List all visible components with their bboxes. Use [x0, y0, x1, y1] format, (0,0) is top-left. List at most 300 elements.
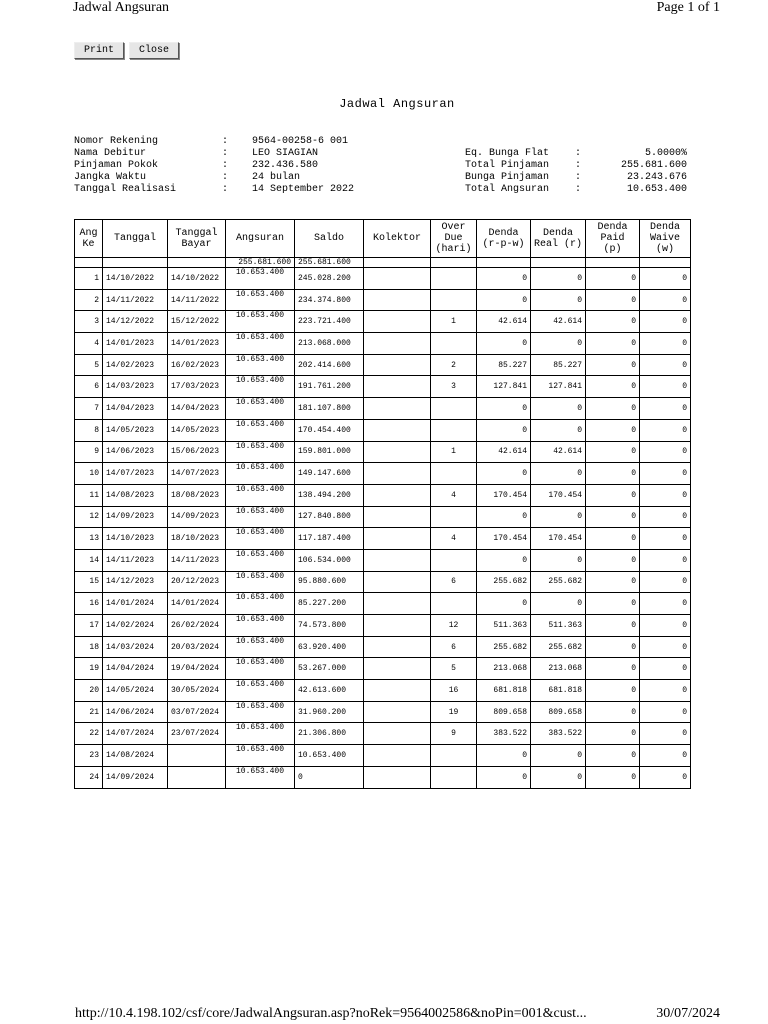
cell-denda-paid: 0 — [586, 766, 640, 788]
cell-tanggal-bayar: 19/04/2024 — [168, 658, 226, 680]
col-header-tanggal-bayar: Tanggal Bayar — [168, 220, 226, 258]
cell-denda-waive: 0 — [640, 528, 691, 550]
info-value: 24 bulan — [252, 172, 301, 183]
info-value: 255.681.600 — [620, 160, 687, 171]
cell-kolektor — [364, 549, 431, 571]
cell-over-due: 6 — [431, 636, 477, 658]
table-row — [75, 398, 691, 420]
cell-denda-paid: 0 — [586, 593, 640, 615]
cell-tanggal: 14/12/2023 — [103, 571, 168, 593]
info-row-bunga-pinjaman — [465, 172, 687, 184]
cell-over-due: 9 — [431, 723, 477, 745]
cell-denda-waive: 0 — [640, 311, 691, 333]
cell-tanggal-bayar: 15/06/2023 — [168, 441, 226, 463]
loan-info-left — [74, 136, 354, 196]
cell-denda-rpw: 383.522 — [477, 723, 531, 745]
cell-denda-rpw: 255.682 — [477, 636, 531, 658]
cell-tanggal-bayar: 20/03/2024 — [168, 636, 226, 658]
cell-denda-real: 170.454 — [531, 528, 586, 550]
cell-denda-paid: 0 — [586, 636, 640, 658]
table-row — [75, 311, 691, 333]
cell-denda-rpw: 170.454 — [477, 484, 531, 506]
cell-ang-ke: 15 — [75, 571, 103, 593]
cell-denda-rpw: 0 — [477, 398, 531, 420]
cell-saldo: 31.960.200 — [295, 701, 364, 723]
cell-denda-rpw: 85.227 — [477, 354, 531, 376]
cell-denda-real: 809.658 — [531, 701, 586, 723]
cell-denda-rpw: 809.658 — [477, 701, 531, 723]
cell-tanggal: 14/05/2023 — [103, 419, 168, 441]
cell-denda-paid: 0 — [586, 506, 640, 528]
print-header-title: Jadwal Angsuran — [73, 0, 170, 15]
col-header-denda-waive: Denda Waive (w) — [640, 220, 691, 258]
table-row — [75, 528, 691, 550]
cell-tanggal-bayar: 30/05/2024 — [168, 680, 226, 702]
cell-kolektor — [364, 766, 431, 788]
info-label: Tanggal Realisasi — [74, 184, 177, 195]
cell-denda-paid: 0 — [586, 484, 640, 506]
cell-tanggal-bayar: 26/02/2024 — [168, 615, 226, 637]
cell-denda-waive: 0 — [640, 615, 691, 637]
table-row — [75, 333, 691, 355]
table-row — [75, 268, 691, 290]
cell-tanggal-bayar: 14/11/2023 — [168, 549, 226, 571]
cell-tanggal-bayar: 14/09/2023 — [168, 506, 226, 528]
cell-kolektor — [364, 745, 431, 767]
info-label: Total Pinjaman — [465, 160, 550, 171]
cell-denda-real: 0 — [531, 463, 586, 485]
cell-denda-rpw: 0 — [477, 549, 531, 571]
cell-ang-ke: 18 — [75, 636, 103, 658]
cell-tanggal-bayar: 14/01/2024 — [168, 593, 226, 615]
cell-angsuran: 10.653.400 — [226, 311, 295, 333]
cell-ang-ke: 3 — [75, 311, 103, 333]
cell-kolektor — [364, 680, 431, 702]
cell-denda-paid: 0 — [586, 723, 640, 745]
cell-denda-paid: 0 — [586, 549, 640, 571]
col-header-denda-rpw: Denda (r-p-w) — [477, 220, 531, 258]
info-label: Jangka Waktu — [74, 172, 147, 183]
cell-denda-real: 42.614 — [531, 311, 586, 333]
cell-over-due — [431, 549, 477, 571]
cell-tanggal: 14/01/2024 — [103, 593, 168, 615]
cell-denda-real: 85.227 — [531, 354, 586, 376]
cell-kolektor — [364, 528, 431, 550]
info-label: Pinjaman Pokok — [74, 160, 159, 171]
table-cell — [531, 258, 586, 268]
info-separator: : — [222, 136, 229, 147]
cell-denda-waive: 0 — [640, 268, 691, 290]
cell-denda-paid: 0 — [586, 311, 640, 333]
cell-denda-waive: 0 — [640, 419, 691, 441]
info-value: 23.243.676 — [626, 172, 687, 183]
cell-denda-rpw: 0 — [477, 289, 531, 311]
table-row — [75, 376, 691, 398]
col-header-denda-real: Denda Real (r) — [531, 220, 586, 258]
info-separator: : — [222, 160, 229, 171]
cell-tanggal: 14/07/2023 — [103, 463, 168, 485]
cell-tanggal: 14/11/2022 — [103, 289, 168, 311]
table-row — [75, 419, 691, 441]
info-label: Nomor Rekening — [74, 136, 159, 147]
cell-tanggal-bayar — [168, 766, 226, 788]
cell-denda-paid: 0 — [586, 398, 640, 420]
cell-denda-real: 170.454 — [531, 484, 586, 506]
cell-saldo: 181.107.800 — [295, 398, 364, 420]
cell-denda-waive: 0 — [640, 506, 691, 528]
cell-angsuran: 10.653.400 — [226, 463, 295, 485]
info-label: Nama Debitur — [74, 148, 147, 159]
table-cell — [586, 258, 640, 268]
cell-kolektor — [364, 658, 431, 680]
col-header-kolektor: Kolektor — [364, 220, 431, 258]
cell-tanggal: 14/11/2023 — [103, 549, 168, 571]
cell-denda-real: 0 — [531, 745, 586, 767]
cell-denda-rpw: 0 — [477, 333, 531, 355]
cell-over-due: 1 — [431, 311, 477, 333]
cell-denda-rpw: 0 — [477, 766, 531, 788]
cell-tanggal: 14/05/2024 — [103, 680, 168, 702]
info-value: 14 September 2022 — [252, 184, 355, 195]
table-row — [75, 571, 691, 593]
cell-kolektor — [364, 571, 431, 593]
cell-angsuran: 10.653.400 — [226, 766, 295, 788]
cell-tanggal-bayar: 14/04/2023 — [168, 398, 226, 420]
document-title: Jadwal Angsuran — [339, 97, 455, 111]
cell-denda-rpw: 127.841 — [477, 376, 531, 398]
cell-denda-real: 0 — [531, 549, 586, 571]
cell-saldo: 63.920.400 — [295, 636, 364, 658]
cell-denda-rpw: 0 — [477, 593, 531, 615]
table-cell — [103, 258, 168, 268]
table-row — [75, 723, 691, 745]
cell-saldo: 106.534.000 — [295, 549, 364, 571]
cell-angsuran: 10.653.400 — [226, 268, 295, 290]
info-separator: : — [222, 148, 229, 159]
cell-denda-rpw: 213.068 — [477, 658, 531, 680]
cell-denda-real: 511.363 — [531, 615, 586, 637]
cell-over-due — [431, 398, 477, 420]
cell-kolektor — [364, 506, 431, 528]
cell-kolektor — [364, 289, 431, 311]
cell-over-due — [431, 419, 477, 441]
cell-angsuran: 10.653.400 — [226, 745, 295, 767]
cell-saldo: 213.068.000 — [295, 333, 364, 355]
info-separator: : — [575, 160, 582, 171]
cell-over-due: 6 — [431, 571, 477, 593]
cell-denda-paid: 0 — [586, 680, 640, 702]
table-cell — [75, 258, 103, 268]
cell-denda-real: 0 — [531, 289, 586, 311]
cell-denda-waive: 0 — [640, 766, 691, 788]
cell-saldo: 53.267.000 — [295, 658, 364, 680]
cell-ang-ke: 1 — [75, 268, 103, 290]
cell-saldo: 74.573.800 — [295, 615, 364, 637]
col-header-over-due: Over Due (hari) — [431, 220, 477, 258]
cell-tanggal: 14/06/2023 — [103, 441, 168, 463]
cell-saldo: 10.653.400 — [295, 745, 364, 767]
cell-saldo: 234.374.800 — [295, 289, 364, 311]
table-row — [75, 593, 691, 615]
cell-denda-waive: 0 — [640, 333, 691, 355]
cell-angsuran: 10.653.400 — [226, 528, 295, 550]
cell-denda-real: 681.818 — [531, 680, 586, 702]
info-separator: : — [575, 172, 582, 183]
cell-saldo: 42.613.600 — [295, 680, 364, 702]
cell-over-due: 1 — [431, 441, 477, 463]
cell-ang-ke: 17 — [75, 615, 103, 637]
cell-saldo: 127.840.800 — [295, 506, 364, 528]
cell-denda-real: 255.682 — [531, 636, 586, 658]
cell-denda-real: 0 — [531, 398, 586, 420]
table-row — [75, 549, 691, 571]
cell-saldo: 170.454.400 — [295, 419, 364, 441]
info-label: Total Angsuran — [465, 184, 550, 195]
cell-tanggal: 14/09/2023 — [103, 506, 168, 528]
cell-angsuran: 10.653.400 — [226, 680, 295, 702]
cell-denda-rpw: 0 — [477, 506, 531, 528]
cell-denda-rpw: 0 — [477, 419, 531, 441]
cell-angsuran: 10.653.400 — [226, 723, 295, 745]
info-separator: : — [222, 184, 229, 195]
cell-angsuran: 10.653.400 — [226, 593, 295, 615]
cell-kolektor — [364, 333, 431, 355]
cell-tanggal: 14/08/2024 — [103, 745, 168, 767]
cell-denda-paid: 0 — [586, 615, 640, 637]
cell-ang-ke: 23 — [75, 745, 103, 767]
cell-angsuran: 10.653.400 — [226, 549, 295, 571]
table-cell — [477, 258, 531, 268]
cell-denda-rpw: 681.818 — [477, 680, 531, 702]
cell-over-due: 16 — [431, 680, 477, 702]
print-footer-date: 30/07/2024 — [656, 1006, 720, 1021]
info-row-nomor-rekening — [74, 136, 354, 148]
cell-saldo: 159.801.000 — [295, 441, 364, 463]
cell-angsuran: 10.653.400 — [226, 376, 295, 398]
info-separator: : — [222, 172, 229, 183]
cell-tanggal: 14/12/2022 — [103, 311, 168, 333]
info-row-total-pinjaman — [465, 160, 687, 172]
cell-denda-rpw: 42.614 — [477, 441, 531, 463]
cell-angsuran: 10.653.400 — [226, 289, 295, 311]
cell-ang-ke: 20 — [75, 680, 103, 702]
info-label: Eq. Bunga Flat — [465, 148, 550, 159]
cell-denda-paid: 0 — [586, 701, 640, 723]
cell-kolektor — [364, 419, 431, 441]
cell-saldo: 138.494.200 — [295, 484, 364, 506]
cell-angsuran: 10.653.400 — [226, 658, 295, 680]
cell-denda-real: 0 — [531, 593, 586, 615]
cell-denda-waive: 0 — [640, 354, 691, 376]
table-row — [75, 636, 691, 658]
cell-ang-ke: 24 — [75, 766, 103, 788]
cell-angsuran: 10.653.400 — [226, 636, 295, 658]
cell-denda-paid: 0 — [586, 745, 640, 767]
cell-denda-waive: 0 — [640, 484, 691, 506]
cell-saldo: 117.187.400 — [295, 528, 364, 550]
cell-over-due — [431, 333, 477, 355]
cell-denda-paid: 0 — [586, 571, 640, 593]
close-button[interactable]: Close — [129, 42, 179, 59]
col-header-saldo: Saldo — [295, 220, 364, 258]
info-value: 9564-00258-6 001 — [252, 136, 349, 147]
cell-denda-real: 213.068 — [531, 658, 586, 680]
cell-tanggal-bayar: 23/07/2024 — [168, 723, 226, 745]
cell-angsuran: 10.653.400 — [226, 441, 295, 463]
table-row — [75, 289, 691, 311]
cell-tanggal-bayar: 20/12/2023 — [168, 571, 226, 593]
cell-kolektor — [364, 311, 431, 333]
cell-ang-ke: 13 — [75, 528, 103, 550]
info-value: 232.436.580 — [252, 160, 319, 171]
cell-denda-waive: 0 — [640, 441, 691, 463]
cell-over-due — [431, 593, 477, 615]
cell-angsuran: 10.653.400 — [226, 398, 295, 420]
cell-over-due — [431, 745, 477, 767]
cell-denda-rpw: 255.682 — [477, 571, 531, 593]
cell-tanggal-bayar: 14/07/2023 — [168, 463, 226, 485]
cell-tanggal: 14/04/2024 — [103, 658, 168, 680]
cell-kolektor — [364, 484, 431, 506]
cell-denda-paid: 0 — [586, 419, 640, 441]
installment-schedule-table — [74, 219, 691, 789]
print-footer-url: http://10.4.198.102/csf/core/JadwalAngsuran.asp?noRek=9564002586&noPin=001&cust... — [75, 1006, 587, 1021]
cell-denda-paid: 0 — [586, 333, 640, 355]
col-header-denda-paid: Denda Paid (p) — [586, 220, 640, 258]
cell-denda-waive: 0 — [640, 289, 691, 311]
cell-ang-ke: 4 — [75, 333, 103, 355]
cell-denda-waive: 0 — [640, 680, 691, 702]
cell-tanggal-bayar: 15/12/2022 — [168, 311, 226, 333]
table-cell — [431, 258, 477, 268]
cell-ang-ke: 16 — [75, 593, 103, 615]
cell-angsuran: 10.653.400 — [226, 701, 295, 723]
info-row-pinjaman-pokok — [74, 160, 354, 172]
cell-denda-waive: 0 — [640, 723, 691, 745]
cell-over-due — [431, 268, 477, 290]
initial-angsuran: 255.681.600 — [226, 258, 295, 268]
cell-saldo: 85.227.200 — [295, 593, 364, 615]
cell-over-due: 3 — [431, 376, 477, 398]
cell-ang-ke: 12 — [75, 506, 103, 528]
cell-ang-ke: 7 — [75, 398, 103, 420]
cell-denda-paid: 0 — [586, 354, 640, 376]
cell-over-due: 4 — [431, 484, 477, 506]
cell-denda-real: 42.614 — [531, 441, 586, 463]
table-row — [75, 766, 691, 788]
cell-ang-ke: 9 — [75, 441, 103, 463]
cell-over-due — [431, 289, 477, 311]
cell-tanggal: 14/06/2024 — [103, 701, 168, 723]
cell-angsuran: 10.653.400 — [226, 506, 295, 528]
cell-tanggal-bayar: 18/10/2023 — [168, 528, 226, 550]
cell-denda-waive: 0 — [640, 463, 691, 485]
cell-tanggal: 14/04/2023 — [103, 398, 168, 420]
cell-angsuran: 10.653.400 — [226, 571, 295, 593]
cell-tanggal-bayar: 03/07/2024 — [168, 701, 226, 723]
table-row — [75, 680, 691, 702]
cell-denda-real: 383.522 — [531, 723, 586, 745]
cell-kolektor — [364, 376, 431, 398]
info-value: 10.653.400 — [626, 184, 687, 195]
cell-tanggal-bayar: 17/03/2023 — [168, 376, 226, 398]
cell-denda-real: 0 — [531, 268, 586, 290]
cell-kolektor — [364, 398, 431, 420]
cell-over-due — [431, 766, 477, 788]
cell-kolektor — [364, 463, 431, 485]
info-separator: : — [575, 184, 582, 195]
print-header-page-number: Page 1 of 1 — [656, 0, 720, 15]
cell-denda-real: 0 — [531, 333, 586, 355]
initial-balance-row — [75, 258, 691, 268]
cell-angsuran: 10.653.400 — [226, 615, 295, 637]
cell-over-due: 2 — [431, 354, 477, 376]
table-row — [75, 615, 691, 637]
cell-tanggal: 14/02/2023 — [103, 354, 168, 376]
cell-angsuran: 10.653.400 — [226, 354, 295, 376]
cell-ang-ke: 6 — [75, 376, 103, 398]
cell-denda-real: 0 — [531, 506, 586, 528]
cell-denda-rpw: 511.363 — [477, 615, 531, 637]
action-buttons — [74, 42, 179, 59]
cell-denda-rpw: 0 — [477, 463, 531, 485]
cell-tanggal-bayar: 14/05/2023 — [168, 419, 226, 441]
cell-denda-waive: 0 — [640, 571, 691, 593]
cell-denda-paid: 0 — [586, 441, 640, 463]
cell-tanggal-bayar: 14/10/2022 — [168, 268, 226, 290]
cell-denda-paid: 0 — [586, 268, 640, 290]
cell-tanggal: 14/03/2023 — [103, 376, 168, 398]
print-button[interactable]: Print — [74, 42, 124, 59]
cell-denda-waive: 0 — [640, 593, 691, 615]
cell-kolektor — [364, 354, 431, 376]
cell-saldo: 223.721.400 — [295, 311, 364, 333]
info-row-eq-bunga-flat — [465, 148, 687, 160]
cell-ang-ke: 19 — [75, 658, 103, 680]
cell-kolektor — [364, 636, 431, 658]
cell-saldo: 0 — [295, 766, 364, 788]
cell-over-due — [431, 506, 477, 528]
cell-tanggal: 14/08/2023 — [103, 484, 168, 506]
cell-tanggal: 14/10/2022 — [103, 268, 168, 290]
table-row — [75, 658, 691, 680]
cell-denda-waive: 0 — [640, 376, 691, 398]
cell-ang-ke: 22 — [75, 723, 103, 745]
cell-over-due: 19 — [431, 701, 477, 723]
cell-saldo: 202.414.600 — [295, 354, 364, 376]
cell-tanggal-bayar — [168, 745, 226, 767]
col-header-tanggal: Tanggal — [103, 220, 168, 258]
info-row-jangka-waktu — [74, 172, 354, 184]
cell-denda-paid: 0 — [586, 658, 640, 680]
cell-over-due: 5 — [431, 658, 477, 680]
table-row — [75, 354, 691, 376]
cell-denda-waive: 0 — [640, 398, 691, 420]
cell-tanggal: 14/02/2024 — [103, 615, 168, 637]
cell-denda-paid: 0 — [586, 463, 640, 485]
cell-saldo: 149.147.600 — [295, 463, 364, 485]
table-header-row — [75, 220, 691, 258]
cell-angsuran: 10.653.400 — [226, 419, 295, 441]
cell-tanggal-bayar: 18/08/2023 — [168, 484, 226, 506]
info-value: LEO SIAGIAN — [252, 148, 319, 159]
cell-tanggal-bayar: 14/11/2022 — [168, 289, 226, 311]
cell-denda-rpw: 0 — [477, 268, 531, 290]
col-header-ang-ke: Ang Ke — [75, 220, 103, 258]
cell-saldo: 95.880.600 — [295, 571, 364, 593]
cell-ang-ke: 14 — [75, 549, 103, 571]
cell-over-due — [431, 463, 477, 485]
